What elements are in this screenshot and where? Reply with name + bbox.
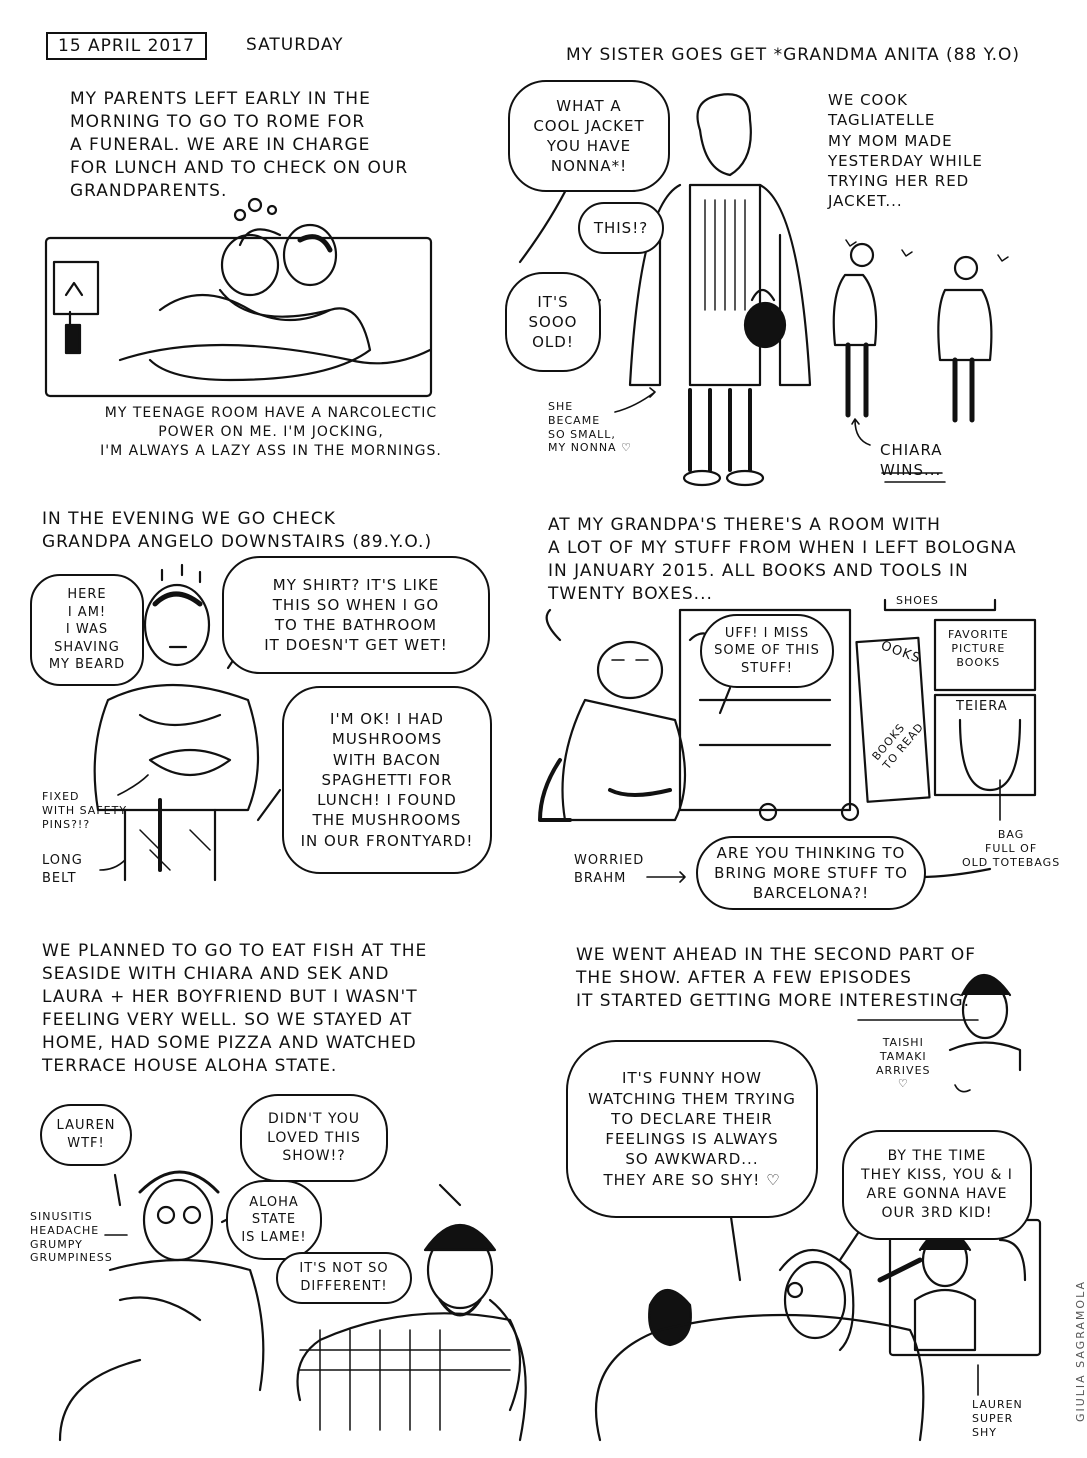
panel5-caption: WE PLANNED TO GO TO EAT FISH AT THE SEASIDE WITH CHIARA AND SEK AND LAURA + HER BOYFRIEND BUT I WASN'T FEELING VERY WELL. SO WE STAYED AT HOME, HAD SOME PIZZA AND WATCHED TERRACE HOUSE ALOHA STATE. bbox=[42, 941, 428, 1076]
date-label: 15 APRIL 2017 bbox=[46, 32, 207, 60]
note-safety-pins: FIXED WITH SAFETY PINS?!? bbox=[42, 790, 128, 831]
panel6-caption: WE WENT AHEAD IN THE SECOND PART OF THE SHOW. AFTER A FEW EPISODES IT STARTED GETTING MORE INTERESTING. bbox=[576, 945, 977, 1011]
bubble-here-i-am: HERE I AM! I WAS SHAVING MY BEARD bbox=[30, 574, 144, 686]
panel3-caption: IN THE EVENING WE GO CHECK GRANDPA ANGELO DOWNSTAIRS (89.Y.O.) bbox=[42, 509, 433, 552]
note-became-small: SHE BECAME SO SMALL, MY NONNA ♡ bbox=[548, 400, 632, 455]
note-taishi-tamaki: TAISHI TAMAKI ARRIVES ♡ bbox=[876, 1036, 931, 1091]
panel1-caption: MY PARENTS LEFT EARLY IN THE MORNING TO GO TO ROME FOR A FUNERAL. WE ARE IN CHARGE FOR LUNCH AND TO CHECK ON OUR GRANDPARENTS. bbox=[70, 89, 409, 201]
day-label: SATURDAY bbox=[246, 35, 344, 55]
box-label-books-to-read: BOOKS TO READ bbox=[869, 720, 927, 772]
bubble-funny-awkward: IT'S FUNNY HOW WATCHING THEM TRYING TO DECLARE THEIR FEELINGS IS ALWAYS SO AWKWARD... THEY ARE SO SHY! ♡ bbox=[566, 1040, 818, 1218]
note-bag-totebags: BAG FULL OF OLD TOTEBAGS bbox=[962, 828, 1061, 869]
box-label-favorite: FAVORITE PICTURE BOOKS bbox=[948, 628, 1009, 669]
panel2-caption: MY SISTER GOES GET *GRANDMA ANITA (88 Y.O) bbox=[566, 45, 1021, 65]
bubble-im-ok: I'M OK! I HAD MUSHROOMS WITH BACON SPAGHETTI FOR LUNCH! I FOUND THE MUSHROOMS IN OUR FRONTYARD! bbox=[282, 686, 492, 874]
box-label-teiera: TEIERA bbox=[956, 699, 1008, 714]
bubble-my-shirt: MY SHIRT? IT'S LIKE THIS SO WHEN I GO TO THE BATHROOM IT DOESN'T GET WET! bbox=[222, 556, 490, 674]
note-chiara-wins: CHIARA WINS... bbox=[880, 441, 943, 480]
bubble-didnt-you-loved: DIDN'T YOU LOVED THIS SHOW!? bbox=[240, 1094, 388, 1182]
artist-credit: GIULIA SAGRAMOLA bbox=[1074, 1280, 1087, 1423]
panel4-caption: AT MY GRANDPA'S THERE'S A ROOM WITH A LOT OF MY STUFF FROM WHEN I LEFT BOLOGNA IN JANUARY 2015. ALL BOOKS AND TOOLS IN TWENTY BOXES... bbox=[548, 515, 1017, 604]
bubble-aloha-lame: ALOHA STATE IS LAME! bbox=[226, 1180, 322, 1260]
bubble-bring-more: ARE YOU THINKING TO BRING MORE STUFF TO BARCELONA?! bbox=[696, 836, 926, 910]
box-label-shoes: SHOES bbox=[896, 594, 939, 607]
bubble-not-so-different: IT'S NOT SO DIFFERENT! bbox=[276, 1252, 412, 1304]
note-worried-brahm: WORRIED BRAHM bbox=[574, 853, 645, 886]
bubble-by-the-time: BY THE TIME THEY KISS, YOU & I ARE GONNA HAVE OUR 3RD KID! bbox=[842, 1130, 1032, 1240]
bubble-this: THIS!? bbox=[578, 202, 664, 254]
note-sinusitis: SINUSITIS HEADACHE GRUMPY GRUMPINESS bbox=[30, 1210, 113, 1265]
panel1-footer: MY TEENAGE ROOM HAVE A NARCOLECTIC POWER ON ME. I'M JOCKING, I'M ALWAYS A LAZY ASS IN THE MORNINGS. bbox=[100, 405, 442, 459]
note-long-belt: LONG BELT bbox=[42, 853, 83, 886]
panel2-side-text: WE COOK TAGLIATELLE MY MOM MADE YESTERDAY WHILE TRYING HER RED JACKET... bbox=[828, 91, 983, 211]
box-label-ooks: OOKS bbox=[878, 638, 923, 667]
note-lauren-shy: LAUREN SUPER SHY bbox=[972, 1398, 1023, 1439]
bubble-lauren-wtf: LAUREN WTF! bbox=[40, 1104, 132, 1166]
bubble-uff-miss: UFF! I MISS SOME OF THIS STUFF! bbox=[700, 614, 834, 688]
bubble-sooo-old: IT'S SOOO OLD! bbox=[505, 272, 601, 372]
bedroom-drawing bbox=[46, 199, 431, 396]
bubble-cool-jacket: WHAT A COOL JACKET YOU HAVE NONNA*! bbox=[508, 80, 670, 192]
